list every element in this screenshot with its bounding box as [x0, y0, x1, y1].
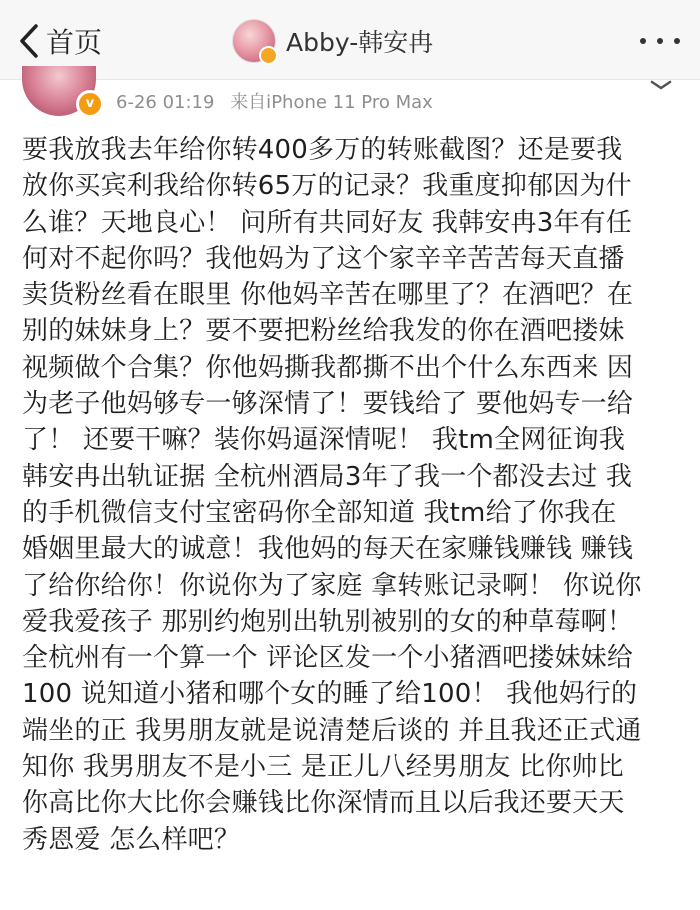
verified-badge-icon — [259, 46, 278, 65]
post-text-line: 婚姻里最大的诚意！我他妈的每天在家赚钱赚钱 赚钱 — [22, 534, 634, 565]
chevron-down-icon[interactable] — [650, 80, 672, 90]
post-text-line: 放你买宾利我给你转65万的记录？我重度抑郁因为什 — [22, 171, 632, 202]
nav-username: Abby-韩安冉 — [286, 28, 434, 57]
post-text-line: 卖货粉丝看在眼里 你他妈辛苦在哪里了？在酒吧？在 — [22, 280, 634, 311]
post-text-line: 你高比你大比你会赚钱比你深情而且以后我还要天天 — [22, 788, 625, 819]
post-text-line: 视频做个合集？你他妈撕我都撕不出个什么东西来 因 — [22, 352, 634, 383]
avatar[interactable] — [232, 19, 276, 63]
post-text-line: 了给你给你！你说你为了家庭 拿转账记录啊！ 你说你 — [22, 570, 642, 601]
navigation-bar — [0, 0, 700, 80]
post-source: 来自iPhone 11 Pro Max — [230, 92, 433, 113]
post-text-line: 知你 我男朋友不是小三 是正儿八经男朋友 比你帅比 — [22, 752, 624, 783]
post-text-line: 韩安冉出轨证据 全杭州酒局3年了我一个都没去过 我 — [22, 461, 633, 492]
post-text-line: 别的妹妹身上？要不要把粉丝给我发的你在酒吧搂妹 — [22, 316, 625, 347]
post-text — [22, 132, 684, 858]
post-text-line: 端坐的正 我男朋友就是说清楚后谈的 并且我还正式通 — [22, 715, 642, 746]
more-dot-icon — [674, 38, 680, 44]
more-options-button[interactable] — [640, 30, 680, 52]
post-text-line: 爱我爱孩子 那别约炮别出轨别被别的女的种草莓啊！ — [22, 606, 634, 637]
post-meta — [116, 88, 443, 114]
back-button[interactable] — [18, 20, 102, 62]
post-text-line: 为老子他妈够专一够深情了！要钱给了 要他妈专一给 — [22, 389, 634, 420]
back-label: 首页 — [46, 26, 103, 59]
post-text-line: 何对不起你吗？我他妈为了这个家辛辛苦苦每天直播 — [22, 243, 625, 274]
more-dot-icon — [657, 38, 663, 44]
post-text-line: 100 说知道小猪和哪个女的睡了给100！ 我他妈行的 — [22, 679, 638, 710]
post-header — [0, 80, 700, 122]
post-text-line: 么谁？天地良心！ 问所有共同好友 我韩安冉3年有任 — [22, 207, 633, 238]
post-date: 6-26 01:19 — [116, 92, 215, 113]
more-dot-icon — [640, 38, 646, 44]
post-text-line: 的手机微信支付宝密码你全部知道 我tm给了你我在 — [22, 497, 617, 528]
verified-badge-icon: v — [76, 90, 104, 118]
nav-user-info[interactable] — [232, 18, 433, 64]
chevron-left-icon — [18, 23, 40, 59]
post-text-line: 要我放我去年给你转400多万的转账截图？还是要我 — [22, 135, 623, 165]
post-text-line: 了！ 还要干嘛？装你妈逼深情呢！ 我tm全网征询我 — [22, 425, 626, 456]
post-text-line: 秀恩爱 怎么样吧？ — [22, 824, 241, 855]
post-text-line: 全杭州有一个算一个 评论区发一个小猪酒吧搂妹妹给 — [22, 643, 634, 674]
